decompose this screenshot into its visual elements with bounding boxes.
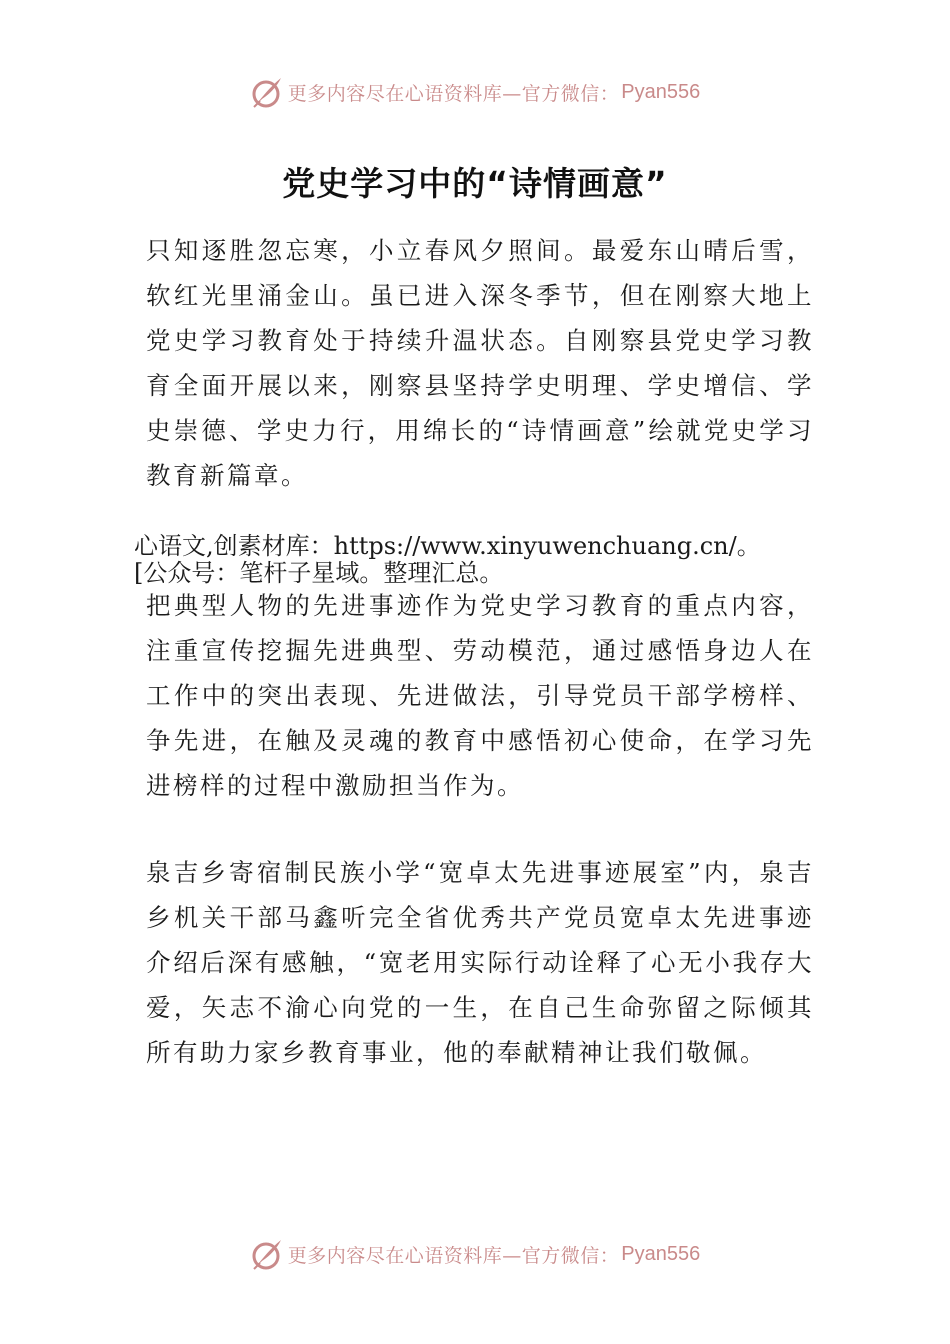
header-wechat-id: Pyan556 bbox=[621, 80, 701, 103]
paragraph-role-models: 把典型人物的先进事迹作为党史学习教育的重点内容，注重宣传挖掘先进典型、劳动模范，通过感悟身边人在工作中的突出表现、先进做法，引导党员干部学榜样、争先进，在触及灵魂的教育中感悟初心使命，在学习先进榜样的过程中激励担当作为。 bbox=[146, 591, 814, 800]
source-line-account: [公众号：笔杆子星域。整理汇总。 bbox=[134, 559, 504, 587]
quill-logo-icon bbox=[250, 75, 284, 109]
source-line-website: 心语文,创素材库：https://www.xinyuwenchuang.cn/。 bbox=[134, 532, 761, 560]
footer-wechat-id: Pyan556 bbox=[621, 1242, 701, 1265]
footer-banner bbox=[0, 1232, 950, 1276]
paragraph-intro: 只知逐胜忽忘寒，小立春风夕照间。最爱东山晴后雪，软红光里涌金山。虽已进入深冬季节，但在刚察大地上党史学习教育处于持续升温状态。自刚察县党史学习教育全面开展以来，刚察县坚持学史明理、学史增信、学史崇德、学史力行，用绵长的“诗情画意”绘就党史学习教育新篇章。 bbox=[146, 236, 814, 490]
page-title: 党史学习中的“诗情画意” bbox=[282, 164, 668, 203]
footer-banner-text: 更多内容尽在心语资料库—官方微信： bbox=[287, 1244, 620, 1267]
paragraph-exhibition: 泉吉乡寄宿制民族小学“宽卓太先进事迹展室”内，泉吉乡机关干部马鑫听完全省优秀共产党员宽卓太先进事迹介绍后深有感触，“宽老用实际行动诠释了心无小我存大爱，矢志不渝心向党的一生，在自己生命弥留之际倾其所有助力家乡教育事业，他的奉献精神让我们敬佩。 bbox=[146, 858, 814, 1067]
quill-logo-icon bbox=[250, 1237, 284, 1271]
header-banner-text: 更多内容尽在心语资料库—官方微信： bbox=[287, 82, 620, 105]
header-banner bbox=[0, 70, 950, 114]
